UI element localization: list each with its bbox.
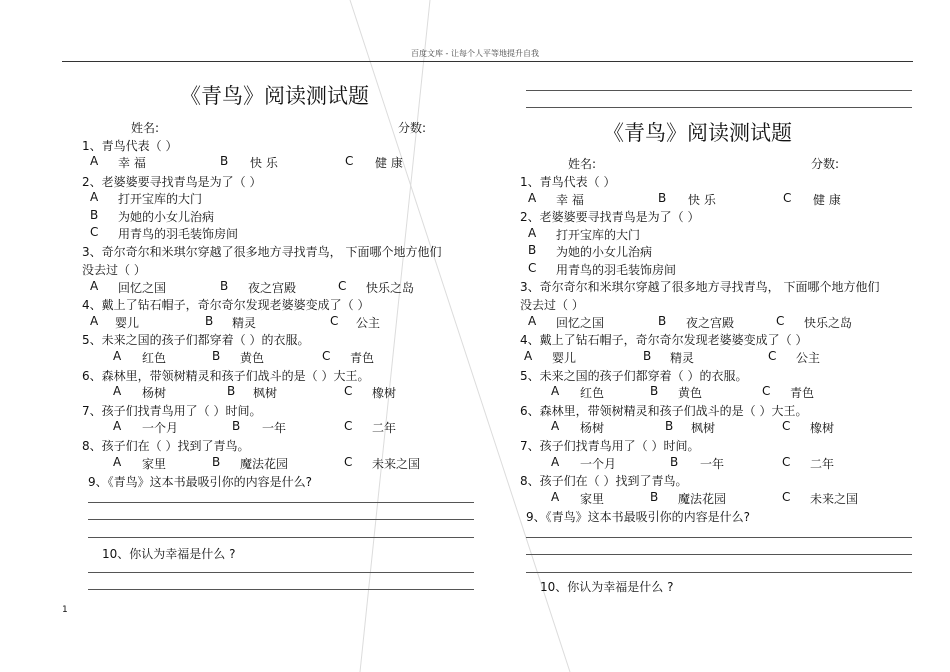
option-text: 红色 bbox=[142, 351, 167, 365]
option-text: 夜之宫殿 bbox=[248, 281, 297, 295]
option-text: 幸 福 bbox=[556, 193, 584, 207]
option-text: 幸 福 bbox=[118, 156, 146, 170]
name-label: 姓名: bbox=[131, 121, 160, 135]
option-text: 橡树 bbox=[372, 386, 397, 400]
option-text: 公主 bbox=[356, 316, 381, 330]
question-7: 7、孩子们找青鸟用了（ ）时间。 bbox=[520, 439, 700, 453]
option-text: 橡树 bbox=[810, 421, 835, 435]
question-5: 5、未来之国的孩子们都穿着（ ）的衣服。 bbox=[82, 333, 310, 347]
option-text: 回忆之国 bbox=[118, 281, 167, 295]
question-8: 8、孩子们在（ ）找到了青鸟。 bbox=[82, 439, 250, 453]
option-letter: A bbox=[524, 349, 533, 363]
option-letter: B bbox=[658, 191, 667, 205]
option-text: 精灵 bbox=[232, 316, 257, 330]
question-4: 4、戴上了钻石帽子，奇尔奇尔发现老婆婆变成了（ ） bbox=[82, 298, 370, 312]
worksheet-title: 《青鸟》阅读测试题 bbox=[603, 121, 792, 145]
option-text: 打开宝库的大门 bbox=[556, 228, 641, 242]
option-letter: C bbox=[782, 455, 791, 469]
option-letter: B bbox=[212, 455, 221, 469]
question-2: 2、老婆婆要寻找青鸟是为了（ ） bbox=[82, 175, 262, 189]
option-letter: A bbox=[90, 314, 99, 328]
header-rule bbox=[62, 61, 913, 62]
question-7: 7、孩子们找青鸟用了（ ）时间。 bbox=[82, 404, 262, 418]
option-text: 健 康 bbox=[813, 193, 841, 207]
option-text: 魔法花园 bbox=[678, 492, 727, 506]
question-2: 2、老婆婆要寻找青鸟是为了（ ） bbox=[520, 210, 700, 224]
option-letter: C bbox=[762, 384, 771, 398]
question-3: 3、奇尔奇尔和米琪尔穿越了很多地方寻找青鸟， 下面哪个地方他们 bbox=[82, 245, 442, 259]
option-letter: A bbox=[551, 490, 560, 504]
option-letter: B bbox=[212, 349, 221, 363]
option-text: 公主 bbox=[796, 351, 821, 365]
option-text: 家里 bbox=[580, 492, 605, 506]
option-letter: A bbox=[528, 191, 537, 205]
question-9: 9、《青鸟》这本书最吸引你的内容是什么? bbox=[526, 510, 751, 524]
option-letter: A bbox=[113, 384, 122, 398]
option-letter: B bbox=[643, 349, 652, 363]
option-text: 精灵 bbox=[670, 351, 695, 365]
option-letter: A bbox=[90, 154, 99, 168]
option-text: 杨树 bbox=[580, 421, 605, 435]
option-text: 黄色 bbox=[678, 386, 703, 400]
page-header: 百度文库 - 让每个人平等地提升自我 bbox=[411, 49, 539, 58]
option-letter: A bbox=[113, 455, 122, 469]
option-text: 为她的小女儿治病 bbox=[556, 245, 653, 259]
option-text: 快 乐 bbox=[250, 156, 278, 170]
option-text: 快 乐 bbox=[688, 193, 716, 207]
option-letter: C bbox=[345, 154, 354, 168]
option-letter: B bbox=[205, 314, 214, 328]
option-text: 快乐之岛 bbox=[366, 281, 415, 295]
option-letter: B bbox=[90, 208, 99, 222]
option-text: 二年 bbox=[810, 457, 835, 471]
option-letter: B bbox=[232, 419, 241, 433]
option-text: 夜之宫殿 bbox=[686, 316, 735, 330]
option-text: 未来之国 bbox=[810, 492, 859, 506]
option-letter: B bbox=[658, 314, 667, 328]
option-text: 未来之国 bbox=[372, 457, 421, 471]
option-letter: C bbox=[330, 314, 339, 328]
answer-line bbox=[88, 589, 474, 590]
question-1: 1、青鸟代表（ ） bbox=[520, 175, 616, 189]
question-3-cont: 没去过（ ） bbox=[520, 298, 584, 312]
option-text: 婴儿 bbox=[552, 351, 577, 365]
question-3: 3、奇尔奇尔和米琪尔穿越了很多地方寻找青鸟， 下面哪个地方他们 bbox=[520, 280, 880, 294]
option-letter: A bbox=[551, 419, 560, 433]
option-letter: B bbox=[650, 490, 659, 504]
option-letter: C bbox=[782, 419, 791, 433]
option-text: 健 康 bbox=[375, 156, 403, 170]
answer-line bbox=[526, 554, 912, 555]
option-text: 一个月 bbox=[142, 421, 179, 435]
option-text: 二年 bbox=[372, 421, 397, 435]
option-letter: A bbox=[551, 455, 560, 469]
question-4: 4、戴上了钻石帽子，奇尔奇尔发现老婆婆变成了（ ） bbox=[520, 333, 808, 347]
option-text: 黄色 bbox=[240, 351, 265, 365]
option-text: 一年 bbox=[700, 457, 725, 471]
option-letter: C bbox=[344, 419, 353, 433]
option-text: 枫树 bbox=[253, 386, 278, 400]
option-letter: A bbox=[551, 384, 560, 398]
question-6: 6、森林里，带领树精灵和孩子们战斗的是（ ）大王。 bbox=[520, 404, 808, 418]
option-letter: A bbox=[90, 190, 99, 204]
option-letter: C bbox=[322, 349, 331, 363]
answer-line bbox=[88, 537, 474, 538]
option-letter: B bbox=[528, 243, 537, 257]
option-letter: B bbox=[227, 384, 236, 398]
answer-line bbox=[526, 537, 912, 538]
question-8: 8、孩子们在（ ）找到了青鸟。 bbox=[520, 474, 688, 488]
question-10: 10、你认为幸福是什么 ? bbox=[540, 580, 674, 594]
option-text: 家里 bbox=[142, 457, 167, 471]
score-label: 分数: bbox=[398, 121, 427, 135]
question-10: 10、你认为幸福是什么 ? bbox=[102, 547, 236, 561]
option-text: 快乐之岛 bbox=[804, 316, 853, 330]
option-letter: B bbox=[665, 419, 674, 433]
option-letter: A bbox=[113, 349, 122, 363]
option-text: 杨树 bbox=[142, 386, 167, 400]
option-letter: C bbox=[338, 279, 347, 293]
option-text: 为她的小女儿治病 bbox=[118, 210, 215, 224]
option-letter: A bbox=[113, 419, 122, 433]
option-letter: C bbox=[344, 455, 353, 469]
option-text: 一个月 bbox=[580, 457, 617, 471]
option-letter: A bbox=[528, 314, 537, 328]
option-text: 魔法花园 bbox=[240, 457, 289, 471]
option-letter: B bbox=[670, 455, 679, 469]
option-letter: B bbox=[220, 154, 229, 168]
answer-line bbox=[88, 502, 474, 503]
name-label: 姓名: bbox=[568, 157, 597, 171]
option-text: 婴儿 bbox=[115, 316, 140, 330]
option-letter: C bbox=[90, 225, 99, 239]
option-text: 青色 bbox=[350, 351, 375, 365]
option-text: 枫树 bbox=[691, 421, 716, 435]
top-rule bbox=[526, 107, 912, 108]
option-letter: C bbox=[783, 191, 792, 205]
option-letter: C bbox=[776, 314, 785, 328]
option-text: 一年 bbox=[262, 421, 287, 435]
option-text: 用青鸟的羽毛装饰房间 bbox=[118, 227, 239, 241]
option-text: 打开宝库的大门 bbox=[118, 192, 203, 206]
option-letter: B bbox=[650, 384, 659, 398]
option-letter: B bbox=[220, 279, 229, 293]
option-letter: C bbox=[768, 349, 777, 363]
top-rule bbox=[526, 90, 912, 91]
option-letter: A bbox=[90, 279, 99, 293]
option-text: 用青鸟的羽毛装饰房间 bbox=[556, 263, 677, 277]
question-9: 9、《青鸟》这本书最吸引你的内容是什么? bbox=[88, 475, 313, 489]
answer-line bbox=[88, 519, 474, 520]
option-letter: C bbox=[782, 490, 791, 504]
answer-line bbox=[88, 572, 474, 573]
page-number: 1 bbox=[62, 605, 68, 615]
question-3-cont: 没去过（ ） bbox=[82, 263, 146, 277]
question-1: 1、青鸟代表（ ） bbox=[82, 139, 178, 153]
option-letter: C bbox=[344, 384, 353, 398]
option-text: 回忆之国 bbox=[556, 316, 605, 330]
answer-line bbox=[526, 572, 912, 573]
worksheet-title: 《青鸟》阅读测试题 bbox=[180, 84, 369, 108]
question-6: 6、森林里，带领树精灵和孩子们战斗的是（ ）大王。 bbox=[82, 369, 370, 383]
option-text: 红色 bbox=[580, 386, 605, 400]
option-letter: C bbox=[528, 261, 537, 275]
option-text: 青色 bbox=[790, 386, 815, 400]
score-label: 分数: bbox=[811, 157, 840, 171]
question-5: 5、未来之国的孩子们都穿着（ ）的衣服。 bbox=[520, 369, 748, 383]
option-letter: A bbox=[528, 226, 537, 240]
